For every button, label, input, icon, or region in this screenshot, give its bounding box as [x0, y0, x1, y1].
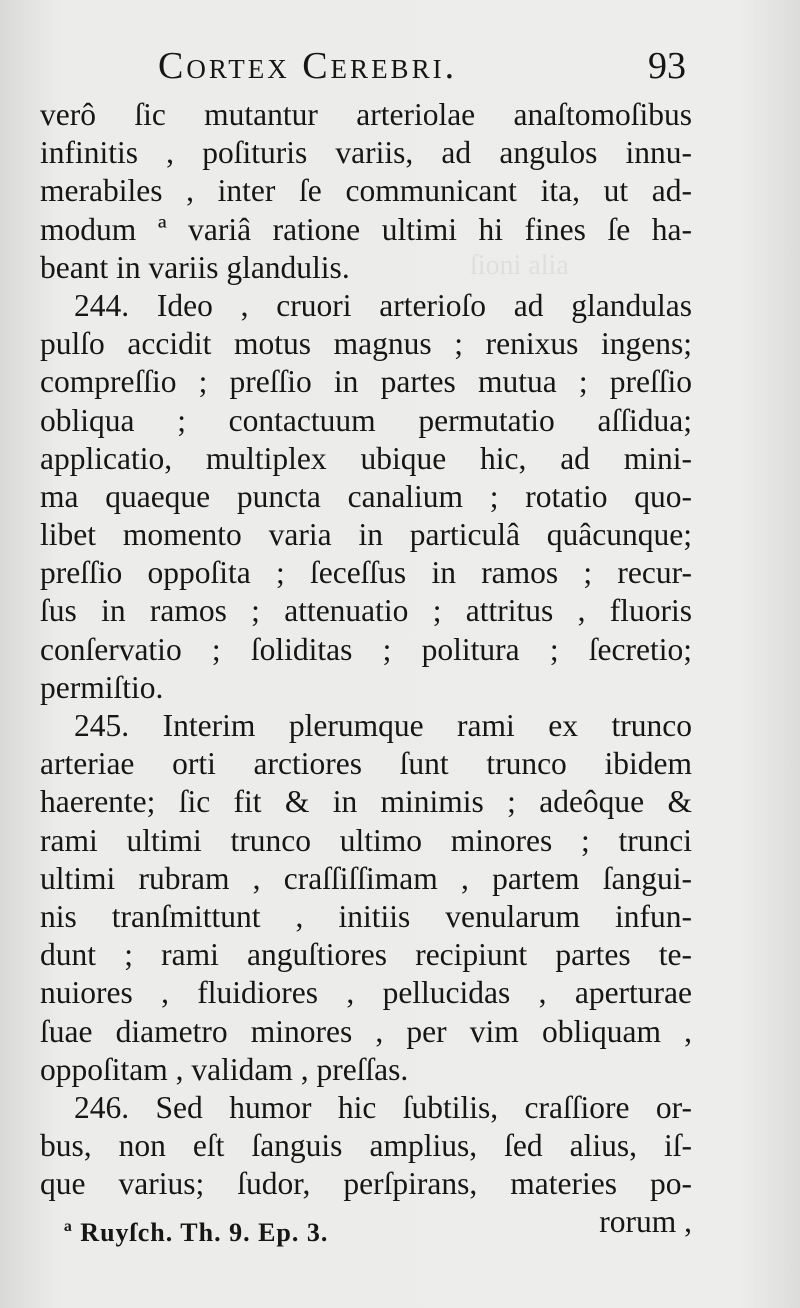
text-line: libet momento varia in particulâ quâcunque;: [40, 517, 692, 553]
text-line: bus, non eſt ſanguis amplius, ſed alius, iſ-: [40, 1128, 692, 1164]
text-line: modum ª variâ ratione ultimi hi fines ſe ha-: [40, 211, 692, 247]
text-line: nuiores , fluidiores , pellucidas , aperturae: [40, 975, 692, 1011]
paragraph-245-start: 245. Interim plerumque rami ex trunco: [74, 708, 692, 743]
page-header: [0, 44, 800, 94]
text-line: ma quaeque puncta canalium ; rotatio quo-: [40, 478, 692, 514]
text-line: obliqua ; contactuum permutatio aſſidua;: [40, 402, 692, 438]
text-line: pulſo accidit motus magnus ; renixus ingens;: [40, 326, 692, 362]
text-line: permiſtio.: [40, 669, 164, 705]
text-line: nis tranſmittunt , initiis venularum infun-: [40, 898, 692, 934]
body-text: [40, 96, 692, 1242]
text-line: conſervatio ; ſoliditas ; politura ; ſecretio;: [40, 631, 692, 667]
text-line: infinitis , poſituris variis, ad angulos innu-: [40, 135, 692, 171]
text-line: dunt ; rami anguſtiores recipiunt partes te-: [40, 937, 692, 973]
paragraph-244-start: 244. Ideo , cruori arterioſo ad glandulas: [74, 287, 692, 323]
catchword-line: rorum ,: [599, 1204, 692, 1240]
text-line: compreſſio ; preſſio in partes mutua ; preſſio: [40, 364, 692, 400]
text-line: ſuae diametro minores , per vim obliquam ,: [40, 1013, 692, 1049]
paragraph-246-start: 246. Sed humor hic ſubtilis, craſſiore or-: [74, 1089, 692, 1125]
text-line: merabiles , inter ſe communicant ita, ut ad-: [40, 173, 692, 209]
running-title: Cortex Cerebri.: [158, 45, 458, 87]
text-line: ſus in ramos ; attenuatio ; attritus , fluoris: [40, 593, 692, 629]
text-line: oppoſitam , validam , preſſas.: [40, 1051, 409, 1087]
text-line: arteriae orti arctiores ſunt trunco ibidem: [40, 746, 692, 782]
page-number: 93: [648, 45, 686, 87]
text-line: rami ultimi trunco ultimo minores ; trunci: [40, 822, 692, 858]
text-line: applicatio, multiplex ubique hic, ad mini-: [40, 440, 692, 476]
text-line: preſſio oppoſita ; ſeceſſus in ramos ; recur-: [40, 555, 692, 591]
text-line: beant in variis glandulis.: [40, 249, 350, 285]
text-line: haerente; ſic fit & in minimis ; adeôque &: [40, 784, 692, 820]
show-through-text: ſioni alia: [470, 250, 569, 281]
text-line: ultimi rubram , craſſiſſimam , partem ſangui-: [40, 860, 692, 896]
footnote: ª Ruyſch. Th. 9. Ep. 3.: [64, 1218, 329, 1247]
text-line: que varius; ſudor, perſpirans, materies po-: [40, 1166, 692, 1202]
text-line: verô ſic mutantur arteriolae anaſtomoſibus: [40, 97, 692, 132]
